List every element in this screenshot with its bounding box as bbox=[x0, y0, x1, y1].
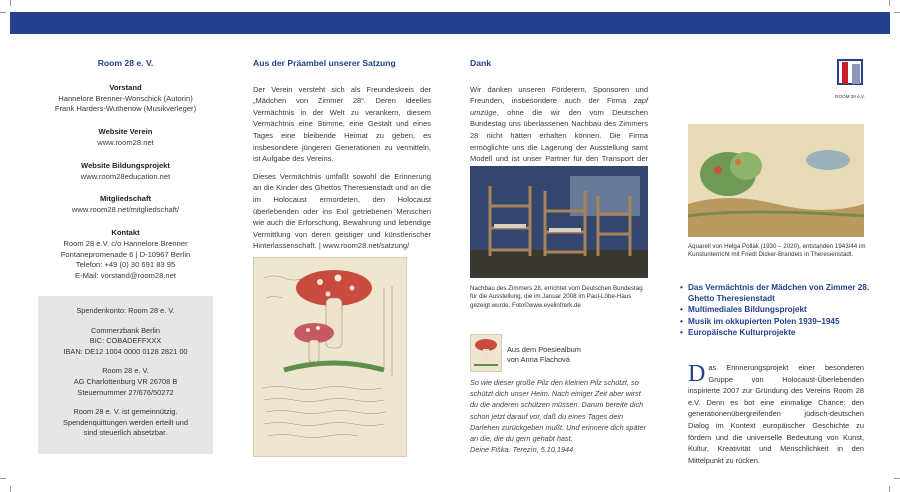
crop-mark bbox=[0, 12, 6, 13]
painting-caption: Aquarell von Helga Pollak (1930 – 2020), entstanden 1943/44 im Kunstunterricht mit Friedl Dicker-Brandeis in Theresienstadt. bbox=[688, 243, 866, 259]
donation-note-line: sind steuerlich absetzbar. bbox=[83, 428, 168, 438]
thanks-text: , ohne die wir den vom Deutschen Bundestag uns überlassenen Nachbau des Zimmers 28 nicht hätten erhalten können. Die Firma ermöglichte uns die Lagerung der Ausstellung samt Modell und ist unser Partner für den Transport der bbox=[470, 107, 648, 164]
crop-mark bbox=[0, 478, 6, 479]
crop-mark bbox=[894, 12, 900, 13]
project-item: • Musik im okkupierten Polen 1939–1945 bbox=[680, 316, 870, 327]
logo-text: ROOM 28 e.V. bbox=[835, 94, 865, 99]
donation-note bbox=[38, 407, 213, 439]
contact-block bbox=[38, 228, 213, 282]
album-author: von Anna Flachová bbox=[507, 355, 570, 365]
membership-block bbox=[38, 194, 213, 216]
drop-cap: D bbox=[688, 361, 706, 387]
donation-title: Spendenkonto: Room 28 e. V. bbox=[76, 306, 175, 315]
registry-tax: Steuernummer 27/676/50272 bbox=[77, 387, 174, 397]
intro-text: as Erinnerungsprojekt einer besonderen Gruppe von Holocaust-Überlebenden inspirierte 2007 zur Gründung des Vereins Room 28 e.V. Denn es bot eine einmalige Chance: den generationenübergreifenden jüdisch-deutschen Dialog im Kontext europäischer Geschichte zu fördern und die universelle Bedeutung von Kunst, Kultur, Kreativität und Menschlichkeit in den Mittelpunkt zu rücken. bbox=[688, 363, 864, 465]
board-member: Frank Harders-Wuthenow (Musikverleger) bbox=[54, 104, 197, 114]
crop-mark bbox=[889, 486, 890, 492]
landscape-painting bbox=[688, 124, 864, 237]
album-label-line: Aus dem Poesiealbum bbox=[507, 345, 581, 354]
contact-column bbox=[38, 58, 213, 294]
crop-mark bbox=[10, 486, 11, 492]
project-item: • Europäische Kulturprojekte bbox=[680, 327, 870, 338]
education-website-title: Website Bildungsprojekt bbox=[81, 160, 170, 170]
website-title: Website Verein bbox=[98, 127, 153, 137]
website-block bbox=[38, 127, 213, 149]
logo-icon bbox=[832, 58, 868, 88]
registry-details bbox=[38, 366, 213, 398]
quote-signature: Deine Fiška. Terezín, 5.10.1944 bbox=[470, 445, 574, 454]
registry-name: Room 28 e. V. bbox=[102, 366, 149, 376]
membership-title: Mitgliedschaft bbox=[99, 194, 152, 204]
contact-title: Kontakt bbox=[111, 227, 140, 237]
preamble-title: Aus der Präambel unserer Satzung bbox=[253, 58, 396, 68]
sponsor-name: zapf umzüge bbox=[470, 96, 648, 117]
donation-note-line: Spendenquittungen werden erteilt und bbox=[63, 417, 188, 427]
preamble-column bbox=[253, 58, 431, 258]
room-photo-caption: Nachbau des Zimmers 28, errichtet vom Deutschen Bundestag für die Ausstellung, die im Januar 2008 im Paul-Löbe-Haus gezeigt wurde. Foto©www.evelinfrerk.de bbox=[470, 285, 643, 309]
crop-mark bbox=[894, 478, 900, 479]
crop-mark bbox=[10, 0, 11, 6]
watercolor-painting bbox=[688, 124, 864, 237]
header-bar bbox=[10, 12, 890, 34]
education-website-block bbox=[38, 161, 213, 183]
board-member: Hannelore Brenner-Wonschick (Autorin) bbox=[58, 93, 193, 103]
project-item: • Das Vermächtnis der Mädchen von Zimmer 28. Ghetto Theresienstadt bbox=[680, 282, 870, 304]
bank-name: Commerzbank Berlin bbox=[90, 325, 160, 335]
bank-bic: BIC: COBADEFFXXX bbox=[89, 336, 162, 346]
contact-line: Room 28 e.V. c/o Hannelore Brenner bbox=[63, 238, 188, 248]
preamble-paragraph: Dieses Vermächtnis umfaßt sowohl die Erinnerung an die Kinder des Ghettos Theresienstadt und an die im Holocaust ermordeten, den Holocaust überlebenden oder ins Exil getriebenen Menschen wie auch die Erforschung, Bewahrung und lebendige Vermittlung von deren geistiger und künstlerischer Hinterlassenschaft. | www.room28.net/satzung/ bbox=[253, 171, 431, 251]
org-title: Room 28 e. V. bbox=[97, 58, 154, 68]
thanks-column bbox=[470, 58, 648, 182]
education-website-link[interactable]: www.room28education.net bbox=[80, 171, 171, 181]
bank-details bbox=[38, 326, 213, 358]
thanks-text: Wir danken unseren Förderern, Sponsoren und Freunden, insbesondere auch der Firma bbox=[470, 84, 648, 106]
project-item: • Multimediales Bildungsprojekt bbox=[680, 304, 870, 315]
contact-email[interactable]: E-Mail: vorstand@room28.net bbox=[75, 271, 176, 281]
project-list bbox=[680, 282, 870, 338]
poesie-album-image bbox=[253, 257, 407, 457]
preamble-paragraph: Der Verein versteht sich als Freundeskreis der „Mädchen von Zimmer 28“. Deren ideelles Vermächtnis in der Welt zu verankern, diesem Vermächtnis eine Stimme, eine Gestalt und eines Tages eine bleibende Heimat zu geben, es insbesondere jüngeren Generationen zu vermitteln, ist Aufgabe des Vereins. bbox=[253, 84, 431, 164]
donation-note-line: Room 28 e. V. ist gemeinnützig. bbox=[73, 407, 178, 417]
mushroom-thumbnail bbox=[471, 335, 501, 371]
album-label bbox=[507, 345, 581, 366]
thanks-paragraph bbox=[470, 84, 648, 177]
contact-phone: Telefon: +49 (0) 30 691 83 95 bbox=[75, 260, 176, 270]
album-thumbnail bbox=[470, 334, 502, 372]
contact-line: Fontanepromenade 6 | D-10967 Berlin bbox=[60, 249, 191, 259]
thanks-title: Dank bbox=[470, 58, 492, 68]
website-link[interactable]: www.room28.net bbox=[97, 137, 154, 147]
crop-mark bbox=[889, 0, 890, 6]
room28-logo bbox=[832, 58, 868, 98]
membership-link[interactable]: www.room28.net/mitgliedschaft/ bbox=[71, 205, 180, 215]
bank-iban: IBAN: DE12 1004 0000 0128 2821 00 bbox=[63, 346, 188, 356]
board-title: Vorstand bbox=[109, 82, 142, 92]
intro-paragraph bbox=[688, 362, 864, 466]
mushroom-drawing bbox=[254, 258, 406, 456]
bunk-beds-image bbox=[470, 166, 648, 278]
album-quote: So wie dieser große Pilz den kleinen Pilz schützt, so schützt dich unser Heim. Nach einiger Zeit aber wirst du die anderen schützen müssen. Darum bereite dich schon jetzt darauf vor, daß du eines Tages dein Darlehen zurückgeben mußt. Und erinnere dich später an die, die du gern gehabt hast. bbox=[470, 378, 647, 444]
registry-court: AG Charlottenburg VR 26708 B bbox=[73, 376, 178, 386]
room-replica-photo bbox=[470, 166, 648, 278]
board-block bbox=[38, 83, 213, 115]
donation-panel bbox=[38, 296, 213, 454]
